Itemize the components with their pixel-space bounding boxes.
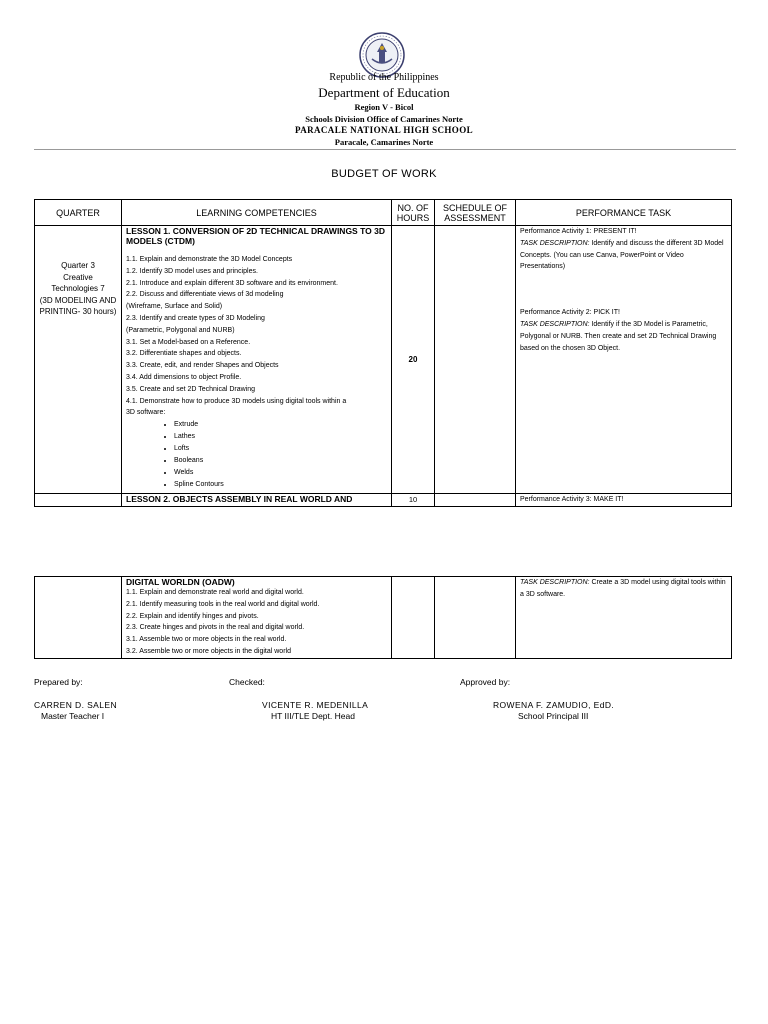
- competency-item: 3.4. Add dimensions to object Profile.: [126, 373, 242, 381]
- modeling-tools-list: [126, 419, 391, 491]
- school-name: PARACALE NATIONAL HIGH SCHOOL: [294, 125, 474, 135]
- quarter-line: Quarter 3: [61, 261, 95, 270]
- table-row: [35, 494, 732, 507]
- competency-item: 4.1. Demonstrate how to produce 3D models using digital tools within a: [126, 397, 347, 405]
- division-line: Schools Division Office of Camarines Norte: [305, 114, 463, 124]
- competency-item: 2.2. Explain and identify hinges and pivots.: [126, 612, 259, 620]
- header-schedule: SCHEDULE OF ASSESSMENT: [435, 200, 516, 226]
- lesson1-hours: 20: [392, 226, 435, 494]
- competency-item: (Parametric, Polygonal and NURB): [126, 326, 235, 334]
- budget-table-continued: [34, 576, 732, 659]
- table-row: [35, 577, 732, 659]
- prepared-name: CARREN D. SALEN: [34, 700, 117, 710]
- competency-item: 3.5. Create and set 2D Technical Drawing: [126, 385, 256, 393]
- competency-item: 2.1. Identify measuring tools in the real world and digital world.: [126, 600, 320, 608]
- competency-item: 3.2. Assemble two or more objects in the digital world: [126, 647, 291, 655]
- competency-item: 2.2. Discuss and differentiate views of 3d modeling: [126, 291, 284, 299]
- pa2-description: TASK DESCRIPTION: Identify if the 3D Model is Parametric, Polygonal or NURB. Then create and set 2D Technical Drawing based on the chosen 3D Object.: [520, 320, 717, 352]
- department-name: Department of Education: [318, 85, 450, 100]
- prepared-title: Master Teacher I: [41, 711, 105, 721]
- competency-item: 1.2. Identify 3D model uses and principles.: [126, 267, 258, 275]
- republic-line: Republic of the Philippines: [329, 72, 439, 83]
- competency-item: 2.3. Identify and create types of 3D Modeling: [126, 314, 265, 322]
- checked-label: Checked:: [229, 677, 265, 687]
- pa2-title: Performance Activity 2: PICK IT!: [520, 309, 620, 317]
- list-item: • Lathes: [174, 431, 391, 443]
- lesson2-competencies: [122, 577, 392, 659]
- competency-item: 2.1. Introduce and explain different 3D software and its environment.: [126, 279, 338, 287]
- header-performance-task: PERFORMANCE TASK: [516, 200, 732, 226]
- competency-item: 3.2. Differentiate shapes and objects.: [126, 350, 242, 358]
- lesson1-schedule: [435, 226, 516, 494]
- competency-item: 3D software:: [126, 409, 166, 417]
- quarter-line: (3D MODELING AND: [39, 295, 117, 305]
- budget-table: [34, 199, 732, 507]
- lesson2-schedule-empty: [435, 577, 516, 659]
- quarter-cell-empty: [35, 577, 122, 659]
- pa3-description: TASK DESCRIPTION: Create a 3D model using digital tools within a 3D software.: [520, 579, 726, 598]
- region-line: Region V - Bicol: [354, 102, 414, 112]
- header-competencies: LEARNING COMPETENCIES: [122, 200, 392, 226]
- list-item: • Spline Contours: [174, 479, 391, 491]
- lesson2-hours: 10: [392, 494, 435, 507]
- checked-name: VICENTE R. MEDENILLA: [262, 700, 369, 710]
- lesson2-schedule: [435, 494, 516, 507]
- table-row: [35, 226, 732, 494]
- header-hours: NO. OF HOURS: [392, 200, 435, 226]
- competency-item: 3.1. Set a Model-based on a Reference.: [126, 338, 251, 346]
- prepared-label: Prepared by:: [34, 677, 83, 687]
- approved-title: School Principal III: [518, 711, 589, 721]
- lesson1-competencies: [122, 226, 392, 494]
- quarter-line: Technologies 7: [51, 284, 105, 294]
- page-title: BUDGET OF WORK: [331, 168, 437, 180]
- pa1-description: TASK DESCRIPTION: Identify and discuss the different 3D Model Concepts. (You can use Canva, PowerPoint or Video Presentations): [520, 239, 724, 271]
- lesson2-title-continued: DIGITAL WORLDN (OADW): [126, 577, 235, 587]
- quarter-line: PRINTING- 30 hours): [39, 307, 117, 317]
- approved-name: ROWENA F. ZAMUDIO, EdD.: [493, 700, 615, 710]
- lesson2-title: LESSON 2. OBJECTS ASSEMBLY IN REAL WORLD AND: [126, 494, 353, 504]
- header-quarter: QUARTER: [35, 200, 122, 226]
- competency-item: 3.1. Assemble two or more objects in the real world.: [126, 636, 287, 644]
- pa3-title: Performance Activity 3: MAKE IT!: [516, 494, 732, 507]
- lesson1-title: LESSON 1. CONVERSION OF 2D TECHNICAL DRAWINGS TO 3D MODELS (CTDM): [126, 226, 385, 246]
- competency-item: (Wireframe, Surface and Solid): [126, 303, 223, 311]
- competency-item: 1.1. Explain and demonstrate real world and digital world.: [126, 589, 304, 596]
- lesson2-title-cell: [122, 494, 392, 507]
- checked-title: HT III/TLE Dept. Head: [271, 711, 355, 721]
- quarter-cell-empty: [35, 494, 122, 507]
- list-item: • Welds: [174, 467, 391, 479]
- quarter-cell: [35, 226, 122, 494]
- lesson2-performance-task: [516, 577, 732, 659]
- lesson2-hours-empty: [392, 577, 435, 659]
- list-item: • Lofts: [174, 443, 391, 455]
- competency-item: 3.3. Create, edit, and render Shapes and Objects: [126, 362, 279, 370]
- quarter-line: Creative: [63, 272, 93, 282]
- competency-item: 1.1. Explain and demonstrate the 3D Model Concepts: [126, 256, 293, 263]
- approved-label: Approved by:: [460, 677, 511, 687]
- school-address: Paracale, Camarines Norte: [334, 137, 434, 147]
- lesson1-performance-task: [516, 226, 732, 494]
- list-item: • Booleans: [174, 455, 391, 467]
- list-item: • Extrude: [174, 419, 391, 431]
- table-header-row: [35, 200, 732, 226]
- competency-item: 2.3. Create hinges and pivots in the real and digital world.: [126, 624, 305, 632]
- pa1-title: Performance Activity 1: PRESENT IT!: [520, 228, 637, 235]
- header-divider: [34, 149, 736, 150]
